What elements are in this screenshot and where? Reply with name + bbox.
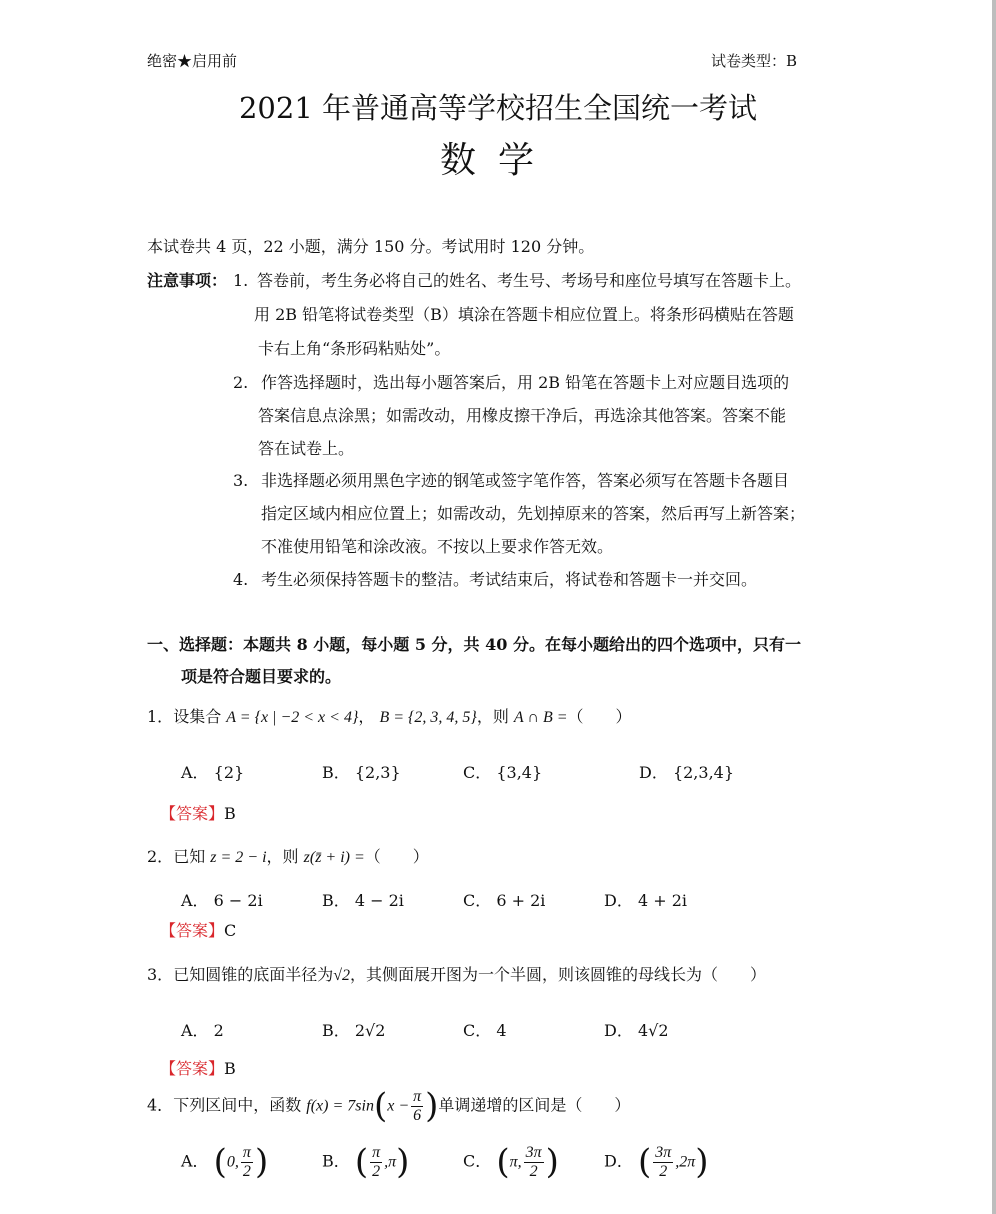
question-4: 4．下列区间中，函数 f(x) = 7sin(x − $\frac{\pi}{6}$ )单调递增的区间是（ ） xyxy=(147,1086,631,1126)
q4-option-b: B． ( $\frac{\pi}{2}$ ,π) xyxy=(322,1142,410,1182)
q3-option-d: D． 4√2 xyxy=(604,1021,669,1040)
q2-option-b: B． 4 − 2i xyxy=(322,891,404,910)
q1-option-b: B． {2,3} xyxy=(322,763,401,782)
q1-expr: A ∩ B = xyxy=(513,709,568,726)
question-3: 3．已知圆锥的底面半径为√2，其侧面展开图为一个半圆，则该圆锥的母线长为（ ） xyxy=(147,965,767,984)
note-2-line-3: 答在试卷上。 xyxy=(258,439,355,458)
note-1-num: 1. xyxy=(233,271,249,290)
section-1-heading: 一、选择题：本题共 8 小题，每小题 5 分，共 40 分。在每小题给出的四个选项中，只有一 xyxy=(147,635,801,654)
note-3-line-3: 不准使用铅笔和涂改液。不按以上要求作答无效。 xyxy=(261,537,614,556)
q4-option-d: D． ( $\frac{3\pi}{2}$ ,2π) xyxy=(604,1142,709,1182)
note-1-line-2: 用 2B 铅笔将试卷类型（B）填涂在答题卡相应位置上。将条形码横贴在答题 xyxy=(254,305,794,324)
q3-blank: （ ） xyxy=(702,965,767,984)
q3-option-c: C． 4 xyxy=(463,1021,507,1040)
exam-title: 2021 年普通高等学校招生全国统一考试 xyxy=(238,91,758,125)
q1-set-b: B = {2, 3, 4, 5} xyxy=(379,709,477,726)
q3-option-b: B． 2√2 xyxy=(322,1021,386,1040)
q1-answer-value: B xyxy=(224,804,236,823)
note-3-line-1: 非选择题必须用黑色字迹的钢笔或签字笔作答，答案必须写在答题卡各题目 xyxy=(261,471,790,490)
q3-answer: 【答案】B xyxy=(160,1059,236,1078)
q1-set-a: A = {x | −2 < x < 4} xyxy=(226,709,359,726)
q1-option-d: D． {2,3,4} xyxy=(639,763,735,782)
q2-blank: （ ） xyxy=(364,847,429,866)
q2-answer: 【答案】C xyxy=(160,921,237,940)
note-2-num: 2. xyxy=(233,373,249,392)
q1-post: ，则 xyxy=(476,707,514,726)
note-1-line-3: 卡右上角“条形码粘贴处”。 xyxy=(258,339,451,358)
section-1-heading-cont: 项是符合题目要求的。 xyxy=(181,667,342,686)
note-3-num: 3. xyxy=(233,471,249,490)
q4-func: f(x) = 7sin xyxy=(306,1097,374,1115)
q3-radius: √2 xyxy=(333,967,350,984)
q1-blank: （ ） xyxy=(567,707,632,726)
q4-option-c: C． (π, $\frac{3\pi}{2}$ ) xyxy=(463,1142,559,1182)
question-2: 2．已知 z = 2 − i，则 z(z̄ + i) =（ ） xyxy=(147,847,429,866)
q2-answer-value: C xyxy=(224,921,237,940)
note-2-line-1: 作答选择题时，选出每小题答案后，用 2B 铅笔在答题卡上对应题目选项的 xyxy=(261,373,790,392)
q1-pre: 设集合 xyxy=(173,707,227,726)
confidential-label: 绝密★启用前 xyxy=(147,52,238,70)
q2-option-c: C． 6 + 2i xyxy=(463,891,546,910)
note-4-num: 4. xyxy=(233,570,249,589)
answer-label: 【答案】 xyxy=(160,804,225,823)
note-1-line-1: 答卷前，考生务必将自己的姓名、考生号、考场号和座位号填写在答题卡上。 xyxy=(257,271,802,290)
q1-option-a: A． {2} xyxy=(181,763,245,782)
q3-option-a: A． 2 xyxy=(181,1021,224,1040)
note-2-line-2: 答案信息点涂黑；如需改动，用橡皮擦干净后，再选涂其他答案。答案不能 xyxy=(258,406,787,425)
note-4-line-1: 考生必须保持答题卡的整洁。考试结束后，将试卷和答题卡一并交回。 xyxy=(261,570,758,589)
paper-type-label: 试卷类型：B xyxy=(711,52,798,70)
q1-mid: ， xyxy=(358,707,380,726)
q1-num: 1． xyxy=(147,707,174,726)
q3-answer-value: B xyxy=(224,1059,236,1078)
subject-title: 数学 xyxy=(439,140,556,181)
q1-answer xyxy=(160,797,236,830)
q2-expr-1: z = 2 − i xyxy=(210,849,267,866)
question-1 xyxy=(147,700,632,734)
q2-option-a: A． 6 − 2i xyxy=(181,891,263,910)
note-3-line-2: 指定区域内相应位置上；如需改动，先划掉原来的答案，然后再写上新答案； xyxy=(261,504,806,523)
notes-label: 注意事项： xyxy=(147,271,228,290)
q4-option-a: A． (0, $\frac{\pi}{2}$ ) xyxy=(181,1142,269,1182)
q2-expr-2: z(z̄ + i) = xyxy=(303,849,365,866)
q2-option-d: D． 4 + 2i xyxy=(604,891,687,910)
q1-option-c: C． {3,4} xyxy=(463,763,543,782)
q4-blank: （ ） xyxy=(566,1095,631,1115)
intro-text: 本试卷共 4 页，22 小题，满分 150 分。考试用时 120 分钟。 xyxy=(147,237,595,256)
